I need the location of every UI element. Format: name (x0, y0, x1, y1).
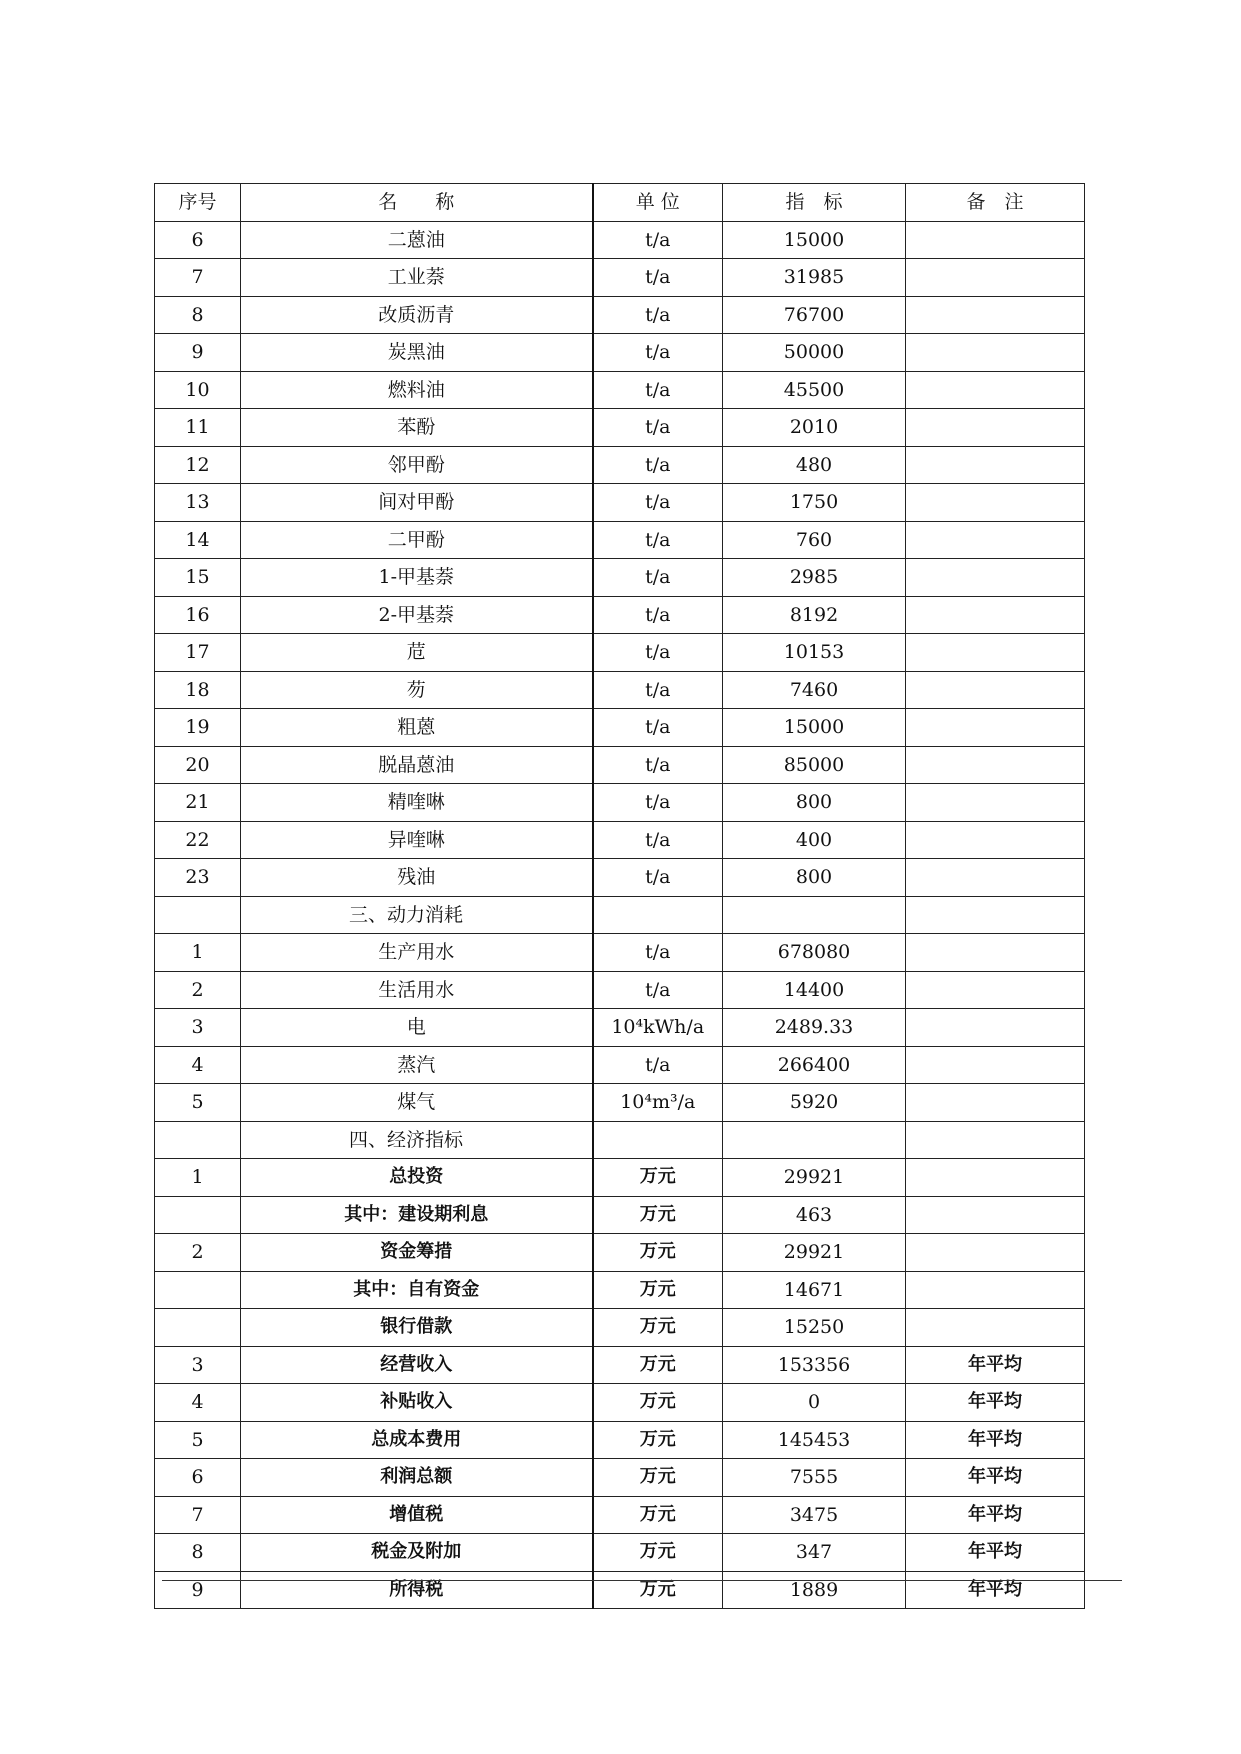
cell-unit: t/a (593, 859, 723, 897)
cell-value: 1889 (723, 1571, 906, 1609)
table-row (155, 1084, 1085, 1122)
cell-value: 14671 (723, 1271, 906, 1309)
cell-no: 10 (155, 371, 241, 409)
cell-name: 生产用水 (241, 934, 593, 972)
table-row (155, 1234, 1085, 1272)
cell-no: 17 (155, 634, 241, 672)
cell-note (906, 559, 1085, 597)
header-unit: 单 位 (593, 184, 723, 222)
cell-name: 所得税 (241, 1571, 593, 1609)
cell-no: 3 (155, 1009, 241, 1047)
cell-name: 苊 (241, 634, 593, 672)
cell-value: 145453 (723, 1421, 906, 1459)
cell-no: 5 (155, 1421, 241, 1459)
table-row (155, 371, 1085, 409)
cell-note (906, 1009, 1085, 1047)
cell-unit: t/a (593, 671, 723, 709)
cell-value: 50000 (723, 334, 906, 372)
cell-note (906, 371, 1085, 409)
table-row (155, 1196, 1085, 1234)
table-row (155, 1459, 1085, 1497)
cell-unit: t/a (593, 259, 723, 297)
cell-value: 7555 (723, 1459, 906, 1497)
cell-name: 生活用水 (241, 971, 593, 1009)
cell-note (906, 1084, 1085, 1122)
cell-value: 480 (723, 446, 906, 484)
cell-no: 2 (155, 1234, 241, 1272)
cell-note (906, 1309, 1085, 1347)
table-row (155, 1009, 1085, 1047)
cell-no: 12 (155, 446, 241, 484)
cell-name: 工业萘 (241, 259, 593, 297)
cell-name: 精喹啉 (241, 784, 593, 822)
cell-value: 1750 (723, 484, 906, 522)
cell-no: 9 (155, 1571, 241, 1609)
cell-no: 23 (155, 859, 241, 897)
cell-unit: t/a (593, 746, 723, 784)
table-row (155, 1346, 1085, 1384)
cell-name: 补贴收入 (241, 1384, 593, 1422)
cell-note: 年平均 (906, 1459, 1085, 1497)
cell-unit: 万元 (593, 1346, 723, 1384)
cell-unit: t/a (593, 596, 723, 634)
cell-no: 1 (155, 1159, 241, 1197)
table-row (155, 259, 1085, 297)
header-value: 指 标 (723, 184, 906, 222)
cell-unit: 万元 (593, 1196, 723, 1234)
cell-unit: 万元 (593, 1459, 723, 1497)
cell-unit: 万元 (593, 1271, 723, 1309)
table-row (155, 1159, 1085, 1197)
cell-name: 二甲酚 (241, 521, 593, 559)
cell-value: 463 (723, 1196, 906, 1234)
cell-name: 经营收入 (241, 1346, 593, 1384)
cell-unit: 万元 (593, 1571, 723, 1609)
cell-name: 间对甲酚 (241, 484, 593, 522)
cell-no: 6 (155, 221, 241, 259)
cell-no: 18 (155, 671, 241, 709)
table-row (155, 1309, 1085, 1347)
cell-note (906, 221, 1085, 259)
cell-name: 残油 (241, 859, 593, 897)
cell-note (906, 596, 1085, 634)
cell-note (906, 1159, 1085, 1197)
table-row (155, 296, 1085, 334)
cell-note: 年平均 (906, 1421, 1085, 1459)
cell-note (906, 746, 1085, 784)
table-row (155, 859, 1085, 897)
cell-unit (593, 1121, 723, 1159)
table-row (155, 559, 1085, 597)
section-row (155, 896, 1085, 934)
table-row (155, 821, 1085, 859)
cell-note (906, 1121, 1085, 1159)
cell-unit: 万元 (593, 1309, 723, 1347)
cell-value: 800 (723, 784, 906, 822)
cell-note (906, 709, 1085, 747)
cell-name: 燃料油 (241, 371, 593, 409)
cell-value: 5920 (723, 1084, 906, 1122)
cell-no: 8 (155, 296, 241, 334)
cell-note (906, 484, 1085, 522)
table-row (155, 784, 1085, 822)
cell-unit: t/a (593, 821, 723, 859)
cell-unit (593, 896, 723, 934)
table-row (155, 1421, 1085, 1459)
cell-note (906, 409, 1085, 447)
cell-unit: 10⁴kWh/a (593, 1009, 723, 1047)
cell-name: 电 (241, 1009, 593, 1047)
cell-value: 2489.33 (723, 1009, 906, 1047)
cell-value: 85000 (723, 746, 906, 784)
cell-note (906, 971, 1085, 1009)
table-row (155, 409, 1085, 447)
cell-value: 10153 (723, 634, 906, 672)
cell-note (906, 634, 1085, 672)
cell-unit: t/a (593, 484, 723, 522)
cell-unit: t/a (593, 446, 723, 484)
cell-no (155, 1121, 241, 1159)
cell-name: 其中：建设期利息 (241, 1196, 593, 1234)
cell-name: 苯酚 (241, 409, 593, 447)
cell-note (906, 784, 1085, 822)
cell-value: 266400 (723, 1046, 906, 1084)
table-row (155, 971, 1085, 1009)
table-row (155, 671, 1085, 709)
table-row (155, 1496, 1085, 1534)
cell-value: 2010 (723, 409, 906, 447)
table-row (155, 709, 1085, 747)
cell-no (155, 1309, 241, 1347)
cell-no: 3 (155, 1346, 241, 1384)
cell-value: 45500 (723, 371, 906, 409)
cell-unit: t/a (593, 334, 723, 372)
cell-no: 6 (155, 1459, 241, 1497)
cell-note (906, 296, 1085, 334)
cell-no: 4 (155, 1384, 241, 1422)
cell-unit: t/a (593, 409, 723, 447)
table-row (155, 1534, 1085, 1572)
table-row (155, 334, 1085, 372)
cell-no: 8 (155, 1534, 241, 1572)
cell-value: 29921 (723, 1159, 906, 1197)
cell-unit: t/a (593, 709, 723, 747)
cell-no: 20 (155, 746, 241, 784)
cell-no: 16 (155, 596, 241, 634)
cell-note (906, 671, 1085, 709)
cell-no: 2 (155, 971, 241, 1009)
cell-name: 1-甲基萘 (241, 559, 593, 597)
cell-name: 邻甲酚 (241, 446, 593, 484)
cell-note (906, 1046, 1085, 1084)
header-name: 名 称 (241, 184, 593, 222)
cell-name: 芴 (241, 671, 593, 709)
cell-note (906, 259, 1085, 297)
table-row (155, 1271, 1085, 1309)
table-row (155, 446, 1085, 484)
cell-note: 年平均 (906, 1384, 1085, 1422)
cell-name: 炭黑油 (241, 334, 593, 372)
cell-value: 76700 (723, 296, 906, 334)
cell-no (155, 896, 241, 934)
cell-unit: t/a (593, 371, 723, 409)
cell-no (155, 1271, 241, 1309)
cell-name: 三、动力消耗 (241, 896, 593, 934)
cell-value: 153356 (723, 1346, 906, 1384)
cell-note: 年平均 (906, 1534, 1085, 1572)
cell-name: 增值税 (241, 1496, 593, 1534)
cell-name: 脱晶蒽油 (241, 746, 593, 784)
cell-name: 二蒽油 (241, 221, 593, 259)
cell-value: 400 (723, 821, 906, 859)
cell-note (906, 1196, 1085, 1234)
cell-name: 税金及附加 (241, 1534, 593, 1572)
cell-value: 760 (723, 521, 906, 559)
cell-note (906, 1271, 1085, 1309)
cell-note: 年平均 (906, 1496, 1085, 1534)
cell-note (906, 521, 1085, 559)
cell-no: 7 (155, 1496, 241, 1534)
cell-note: 年平均 (906, 1346, 1085, 1384)
header-note: 备 注 (906, 184, 1085, 222)
cell-unit: 万元 (593, 1421, 723, 1459)
cell-name: 总成本费用 (241, 1421, 593, 1459)
cell-note (906, 821, 1085, 859)
cell-name: 异喹啉 (241, 821, 593, 859)
cell-unit: 万元 (593, 1384, 723, 1422)
cell-note (906, 1234, 1085, 1272)
cell-unit: t/a (593, 1046, 723, 1084)
cell-unit: 万元 (593, 1496, 723, 1534)
table-body (155, 221, 1085, 1609)
cell-note (906, 446, 1085, 484)
table-row (155, 934, 1085, 972)
cell-note (906, 896, 1085, 934)
cell-name: 煤气 (241, 1084, 593, 1122)
table-row (155, 521, 1085, 559)
cell-value (723, 1121, 906, 1159)
section-row (155, 1121, 1085, 1159)
cell-no: 7 (155, 259, 241, 297)
cell-no: 14 (155, 521, 241, 559)
cell-no: 13 (155, 484, 241, 522)
cell-note (906, 859, 1085, 897)
cell-name: 蒸汽 (241, 1046, 593, 1084)
cell-value: 14400 (723, 971, 906, 1009)
cell-value: 678080 (723, 934, 906, 972)
cell-unit: t/a (593, 296, 723, 334)
header-no: 序号 (155, 184, 241, 222)
cell-note (906, 334, 1085, 372)
table-row (155, 596, 1085, 634)
cell-note: 年平均 (906, 1571, 1085, 1609)
table-row (155, 484, 1085, 522)
cell-unit: t/a (593, 559, 723, 597)
cell-value: 15000 (723, 709, 906, 747)
cell-name: 利润总额 (241, 1459, 593, 1497)
cell-unit: t/a (593, 521, 723, 559)
cell-name: 2-甲基萘 (241, 596, 593, 634)
cell-name: 四、经济指标 (241, 1121, 593, 1159)
table-row (155, 221, 1085, 259)
cell-value: 15250 (723, 1309, 906, 1347)
cell-no: 4 (155, 1046, 241, 1084)
cell-unit: t/a (593, 934, 723, 972)
cell-no: 1 (155, 934, 241, 972)
cell-value: 2985 (723, 559, 906, 597)
cell-name: 资金筹措 (241, 1234, 593, 1272)
cell-value (723, 896, 906, 934)
cell-value: 29921 (723, 1234, 906, 1272)
indicator-table (154, 183, 1085, 1609)
cell-no: 11 (155, 409, 241, 447)
cell-no: 19 (155, 709, 241, 747)
cell-value: 8192 (723, 596, 906, 634)
cell-name: 改质沥青 (241, 296, 593, 334)
cell-value: 7460 (723, 671, 906, 709)
table-row (155, 1571, 1085, 1609)
table-row (155, 1046, 1085, 1084)
cell-note (906, 934, 1085, 972)
cell-unit: 万元 (593, 1234, 723, 1272)
cell-name: 总投资 (241, 1159, 593, 1197)
footer-rule (162, 1580, 1122, 1581)
cell-unit: t/a (593, 971, 723, 1009)
table-row (155, 746, 1085, 784)
cell-unit: t/a (593, 784, 723, 822)
table-row (155, 634, 1085, 672)
table-header-row (155, 184, 1085, 222)
cell-no: 22 (155, 821, 241, 859)
cell-unit: t/a (593, 221, 723, 259)
cell-no: 15 (155, 559, 241, 597)
cell-name: 银行借款 (241, 1309, 593, 1347)
cell-value: 31985 (723, 259, 906, 297)
cell-unit: 10⁴m³/a (593, 1084, 723, 1122)
cell-value: 3475 (723, 1496, 906, 1534)
cell-no (155, 1196, 241, 1234)
cell-value: 15000 (723, 221, 906, 259)
cell-name: 粗蒽 (241, 709, 593, 747)
cell-unit: 万元 (593, 1534, 723, 1572)
cell-no: 9 (155, 334, 241, 372)
cell-value: 0 (723, 1384, 906, 1422)
cell-value: 347 (723, 1534, 906, 1572)
cell-value: 800 (723, 859, 906, 897)
cell-name: 其中：自有资金 (241, 1271, 593, 1309)
table-row (155, 1384, 1085, 1422)
cell-no: 21 (155, 784, 241, 822)
cell-unit: 万元 (593, 1159, 723, 1197)
cell-unit: t/a (593, 634, 723, 672)
cell-no: 5 (155, 1084, 241, 1122)
